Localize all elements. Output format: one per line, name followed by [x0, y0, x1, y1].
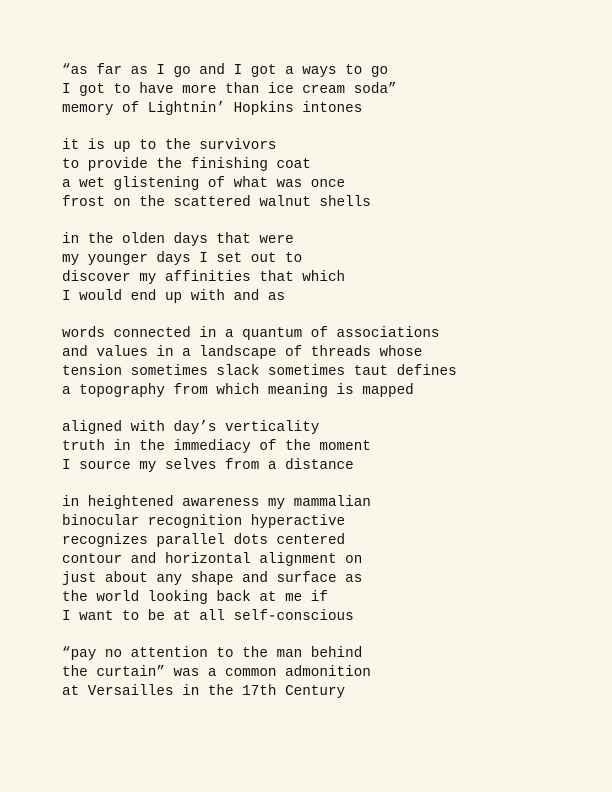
poem-line: it is up to the survivors: [62, 138, 277, 154]
stanza-5: [62, 419, 602, 476]
poem-line: in heightened awareness my mammalian: [62, 495, 371, 511]
poem-line: “as far as I go and I got a ways to go: [62, 63, 389, 79]
poem-line: words connected in a quantum of associations: [62, 326, 440, 342]
poem-line: frost on the scattered walnut shells: [62, 195, 371, 211]
poem-line: binocular recognition hyperactive: [62, 514, 346, 530]
poem-line: a wet glistening of what was once: [62, 176, 346, 192]
poem-line: to provide the finishing coat: [62, 157, 311, 173]
poem-line: a topography from which meaning is mapped: [62, 383, 414, 399]
poem-line: just about any shape and surface as: [62, 571, 363, 587]
stanza-4: [62, 325, 602, 401]
poem-line: I want to be at all self-conscious: [62, 609, 354, 625]
poem-line: I would end up with and as: [62, 289, 286, 305]
poem-line: I source my selves from a distance: [62, 458, 354, 474]
poem-line: “pay no attention to the man behind: [62, 646, 363, 662]
poem-line: truth in the immediacy of the moment: [62, 439, 371, 455]
poem-line: the curtain” was a common admonition: [62, 665, 371, 681]
poem-line: contour and horizontal alignment on: [62, 552, 363, 568]
poem-line: I got to have more than ice cream soda”: [62, 82, 397, 98]
poem-line: discover my affinities that which: [62, 270, 346, 286]
stanza-6: [62, 494, 602, 627]
stanza-7: [62, 645, 602, 702]
poem-line: in the olden days that were: [62, 232, 294, 248]
stanza-2: [62, 137, 602, 213]
poem-line: at Versailles in the 17th Century: [62, 684, 346, 700]
poem-line: tension sometimes slack sometimes taut defines: [62, 364, 457, 380]
poem-line: and values in a landscape of threads whose: [62, 345, 423, 361]
poem-page: [62, 62, 602, 720]
stanza-1: [62, 62, 602, 119]
poem-line: my younger days I set out to: [62, 251, 303, 267]
poem-line: aligned with day’s verticality: [62, 420, 320, 436]
poem-line: recognizes parallel dots centered: [62, 533, 346, 549]
poem-line: memory of Lightnin’ Hopkins intones: [62, 101, 363, 117]
poem-line: the world looking back at me if: [62, 590, 328, 606]
stanza-3: [62, 231, 602, 307]
